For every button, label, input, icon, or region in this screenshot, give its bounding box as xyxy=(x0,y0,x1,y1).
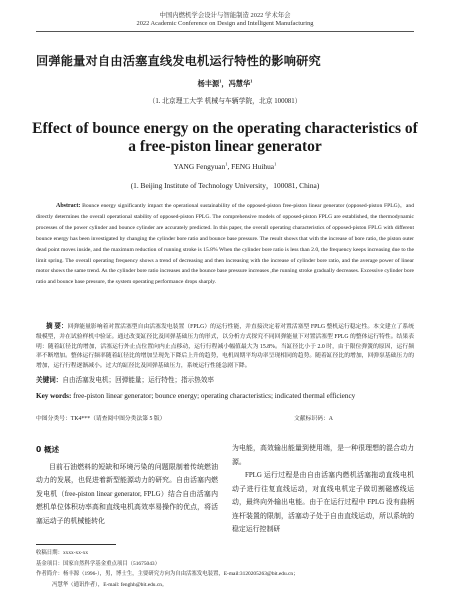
english-keywords xyxy=(36,392,414,401)
abstract-label: Abstract: xyxy=(56,203,81,209)
chinese-title: 回弹能量对自由活塞直线发电机运行特性的影响研究 xyxy=(36,54,321,68)
classification-row xyxy=(36,413,414,422)
en-author-1: YANG Fengyuan xyxy=(173,162,226,171)
footnote-received: 收稿日期：xxxx-xx-xx xyxy=(36,550,89,556)
chinese-keywords xyxy=(36,376,414,387)
cn-author-2: 冯慧华 xyxy=(228,80,251,88)
header-rule xyxy=(36,31,414,32)
footnote-corresponding-author: 冯慧华（通讯作者），E-mail: fenghh@bit.edu.cn。 xyxy=(52,581,168,588)
cn-author-1: 杨丰源 xyxy=(197,80,220,88)
document-code: 文献标识码：A xyxy=(294,416,333,422)
en-author-1-sup: 1 xyxy=(225,161,228,167)
intro-paragraph-1: 目前石油燃料的短缺和环境污染的问题限制着传统燃油动力的发展，也促进着新型能源动力的研究。自由活塞内燃发电机（free-piston linear generator, FPLG）结合自由活塞内燃机单位体积功率高和直线电机高效率易操作的优点，将活塞运动子的机械能转化 xyxy=(36,463,218,525)
zhaiyao-label: 摘 要： xyxy=(46,323,68,330)
cn-author-1-sup: 1 xyxy=(219,78,222,84)
cn-author-2-sup: 1 xyxy=(250,78,253,84)
footnotes xyxy=(36,548,414,590)
keywords-en-label: Key words: xyxy=(36,392,72,400)
intro-paragraph-2: FPLG 运行过程是由自由活塞内燃机活塞拖动直线电机动子进行往复直线运动，对直线电机定子做切割磁感线运动，最终向外输出电能。由于在运行过程中 FPLG 没有曲柄连杆装置的限制，活塞动子处于自由直线运动，所以系统的稳定运行控制研 xyxy=(232,472,414,533)
english-authors xyxy=(0,162,450,171)
header-line-cn: 中国内燃机学会设计与智能制造 2022 学术年会 xyxy=(159,12,291,19)
chinese-abstract xyxy=(36,322,414,372)
footnote-author-info: 作者简介：杨丰源（1996-），男，博士生，主要研究方向为自由活塞发电装置，E-mail:3120205263@bit.edu.cn； xyxy=(36,571,299,578)
english-title: Effect of bounce energy on the operating characteristics of a free-piston linear generator xyxy=(32,120,418,155)
en-author-separator: , xyxy=(227,162,232,171)
english-abstract xyxy=(36,201,414,288)
footnote-rule xyxy=(36,544,116,545)
classification-number: 中图分类号：TK4***（请查阅中图分类法第 5 版） xyxy=(36,416,166,422)
body-right-column xyxy=(232,442,414,537)
cn-author-separator: ， xyxy=(221,80,229,88)
zhaiyao-text: 回弹能量影响着对置活塞型自由活塞发电装置（FPLG）的运行性能，并直接决定着对置活塞型 FPLG 整机运行稳定性。本文建立了系统级模型，并在试验样机中验证。通过改变缸径比及回弹基础压力的形式，以分析方式探究不同回弹能量下对置活塞型 FPLG 的整体运行特性。结果表明：随着缸径比的增加，活塞运行外止点位置向内止点移动，运行行程减小幅值最大为 15.8%。当缸径比小于 2.0 时，由于限位弹簧的原因，运行频率不断增加。整体运行频率随着缸径比的增加呈现先下降后上升的趋势，电机周期平均功率呈现相同的趋势。随着缸径比的增加，回弹泵基础压力的增加，运行行程逐渐减小。过大的缸径比及回弹基础压力，系统运行性能急剧下降。 xyxy=(36,324,414,370)
en-author-2: FENG Huihua xyxy=(231,162,275,171)
chinese-affiliation: （1. 北京理工大学 机械与车辆学院，北京 100081） xyxy=(148,98,302,105)
keywords-cn-label: 关键词： xyxy=(36,377,63,384)
abstract-text: Bounce energy significantly impact the operational sustainability of the opposed-piston free-piston linear generator (opposed-piston FPLG)，and directly determines the overall operational stability of opposed-piston FPLG. The comprehensive models of opposed-piston FPLG are established, the thermodynamic processes of the power cylinder and bounce cylinder are accurately predicted. In this paper, the overall operating characteristics of opposed-piston FPLG with different bounce energy has been investigated by changing the cylinder bore ratio and bounce base pressure. The result shows that with the increase of bore ratio, the piston outer dead point moves inside, and the maximum reduction of running stroke is 15.8% When the cylinder bore ratio is less than 2.0, the frequency keeps increasing due to the limit spring. The overall operating frequency shows a trend of decreasing and then increasing with the increase of cylinder bore ratio, and the average power of linear motor shows the same trend. As the cylinder bore ratio increases and the bounce base pressure increases ,the running stroke gradually decreases. Excessive cylinder bore ratio and bounce base pressure, the system operating performance drops sharply. xyxy=(36,203,414,286)
intro-paragraph-1-cont: 为电能，高效输出能量到使用端，是一种很理想的混合动力源。 xyxy=(232,445,414,466)
running-header xyxy=(0,12,450,28)
chinese-authors xyxy=(0,79,450,89)
body-left-column xyxy=(36,443,218,528)
header-line-en: 2022 Academic Conference on Design and Intelligent Manufacturing xyxy=(136,20,314,27)
keywords-en-text: free-piston linear generator; bounce energy; operating characteristics; indicated thermal efficiency xyxy=(73,392,356,400)
en-author-2-sup: 1 xyxy=(274,161,277,167)
footnote-fund: 基金项目：国家自然科学基金重点项目（51675043） xyxy=(36,560,160,567)
english-affiliation: (1. Beijing Institute of Technology University，100081, China) xyxy=(130,181,320,190)
keywords-cn-text: 自由活塞发电机；回弹能量；运行特性；指示热效率 xyxy=(62,377,215,384)
section-title-intro: 0 概述 xyxy=(36,445,60,454)
